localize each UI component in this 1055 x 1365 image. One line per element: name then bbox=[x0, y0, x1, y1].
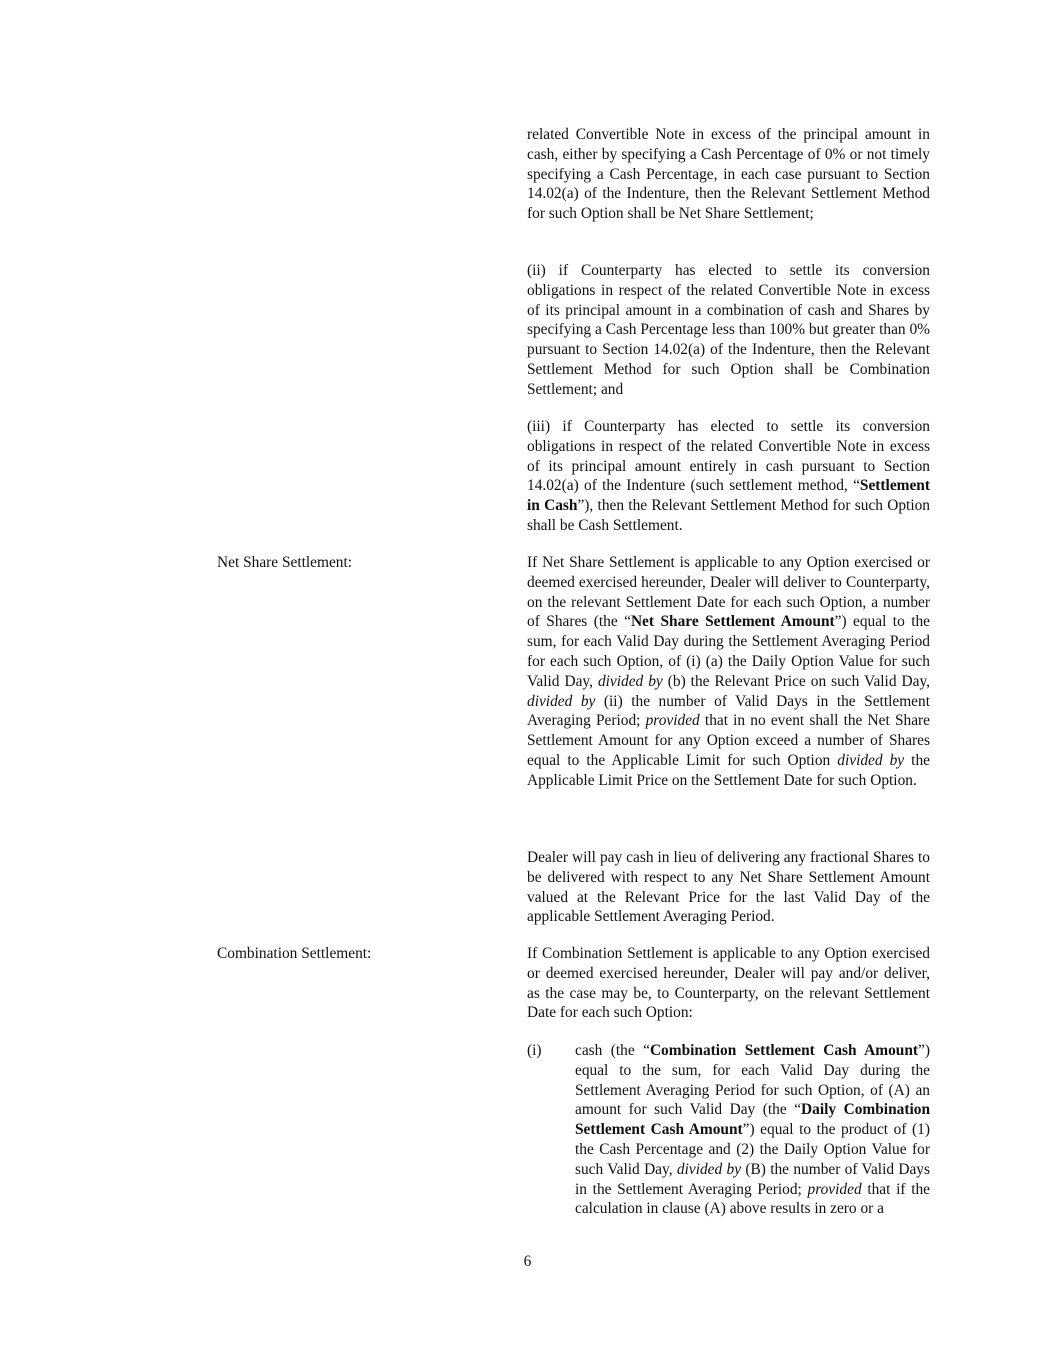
defined-term: Settlement in Cash bbox=[527, 477, 930, 515]
clause-i-text: cash (the “Combination Settlement Cash Amount”) equal to the sum, for each Valid Day during the Settlement Averaging Period for such Option, of (A) an amount for such Valid Day (the “Daily Combination Settlement Cash Amount”) equal to the product of (1) the Cash Percentage and (2) the Daily Option Value for such Valid Day, divided by (B) the number of Valid Days in the Settlement Averaging Period; provided that if the calculation in clause (A) above results in zero or a bbox=[575, 1042, 931, 1218]
clause-iii-text: (iii) if Counterparty has elected to settle its conversion obligations in respect of the related Convertible Note in excess of its principal amount entirely in cash pursuant to Section 14.02(a) of the Indenture (such settlement method, “Settlement in Cash”), then the Relevant Settlement Method for such Option shall be Cash Settlement. bbox=[527, 418, 930, 534]
combination-settlement-text: If Combination Settlement is applicable to any Option exercised or deemed exercised hereunder, Dealer will pay and/or deliver, as the case may be, to Counterparty, on the relevant Settlement Date for each such Option: bbox=[527, 945, 930, 1022]
defined-term: Net Share Settlement Amount bbox=[630, 613, 835, 631]
defined-term: Combination Settlement Cash Amount bbox=[649, 1042, 919, 1059]
net-share-settlement-label: Net Share Settlement: bbox=[217, 554, 353, 571]
combination-settlement-label: Combination Settlement: bbox=[217, 945, 372, 962]
page-number: 6 bbox=[523, 1253, 532, 1270]
clause-ii-text: (ii) if Counterparty has elected to settle its conversion obligations in respect of the related Convertible Note in excess of its principal amount in a combination of cash and Shares by specifying a Cash Percentage less than 100% but greater than 0% pursuant to Section 14.02(a) of the Indenture, then the Relevant Settlement Method for such Option shall be Combination Settlement; and bbox=[527, 262, 930, 398]
continued-clause-text: related Convertible Note in excess of the principal amount in cash, either by specifying a Cash Percentage of 0% or not timely specifying a Cash Percentage, in each case pursuant to Section 14.02(a) of the Indenture, then the Relevant Settlement Method for such Option shall be Net Share Settlement; bbox=[527, 126, 930, 223]
net-share-settlement-text: If Net Share Settlement is applicable to any Option exercised or deemed exercised hereunder, Dealer will deliver to Counterparty, on the relevant Settlement Date for each such Option, a number of Shares (the “Net Share Settlement Amount”) equal to the sum, for each Valid Day during the Settlement Averaging Period for each such Option, of (i) (a) the Daily Option Value for such Valid Day, divided by (b) the Relevant Price on such Valid Day, divided by (ii) the number of Valid Days in the Settlement Averaging Period; provided that in no event shall the Net Share Settlement Amount for any Option exceed a number of Shares equal to the Applicable Limit for such Option divided by the Applicable Limit Price on the Settlement Date for such Option. bbox=[527, 554, 931, 789]
defined-term: Daily Combination Settlement Cash Amount bbox=[575, 1101, 930, 1139]
clause-i-number: (i) bbox=[527, 1042, 542, 1059]
fractional-shares-text: Dealer will pay cash in lieu of delivering any fractional Shares to be delivered with respect to any Net Share Settlement Amount valued at the Relevant Price for the last Valid Day of the applicable Settlement Averaging Period. bbox=[527, 849, 930, 926]
